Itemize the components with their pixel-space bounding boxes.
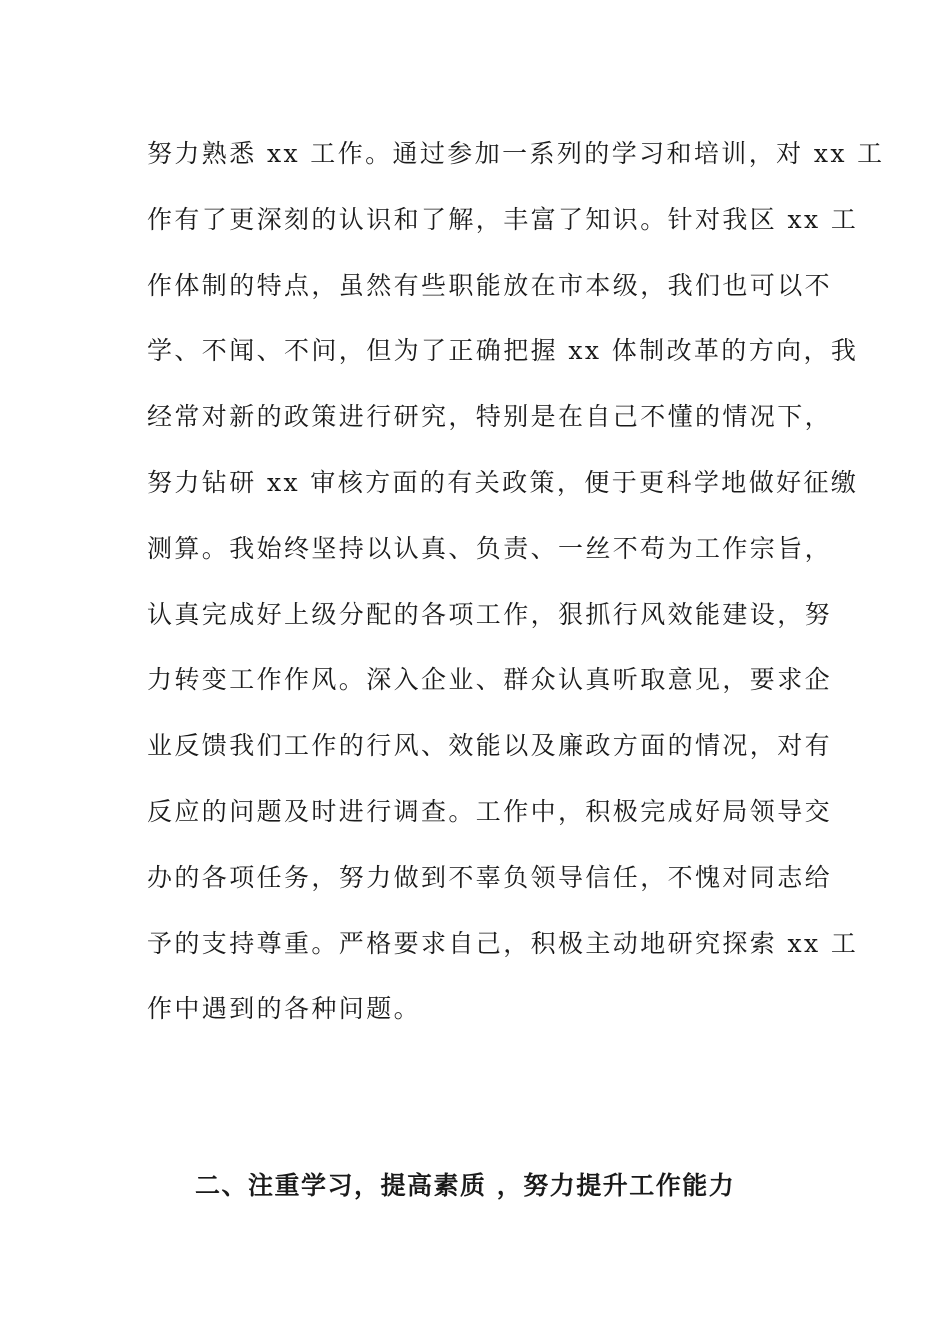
paragraph-line-last: 作中遇到的各种问题。 — [147, 994, 422, 1024]
section-heading: 二、注重学习，提高素质 ，努力提升工作能力 — [195, 1171, 736, 1200]
paragraph-line: 经常对新的政策进行研究，特别是在自己不懂的情况下， — [147, 402, 833, 432]
body-paragraph — [147, 134, 885, 1055]
paragraph-line: 学、不闻、不问，但为了正确把握 xx 体制改革的方向，我 — [147, 336, 859, 366]
paragraph-line: 反应的问题及时进行调查。工作中，积极完成好局领导交 — [147, 796, 833, 826]
paragraph-line: 予的支持尊重。严格要求自己，积极主动地研究探索 xx 工 — [147, 928, 859, 958]
paragraph-line: 努力钻研 xx 审核方面的有关政策，便于更科学地做好征缴 — [147, 467, 859, 497]
paragraph-line: 努力熟悉 xx 工作。通过参加一系列的学习和培训，对 xx 工 — [147, 139, 885, 168]
paragraph-line: 业反馈我们工作的行风、效能以及廉政方面的情况，对有 — [147, 731, 833, 761]
paragraph-line: 作体制的特点，虽然有些职能放在市本级，我们也可以不 — [147, 270, 833, 300]
paragraph-line: 力转变工作作风。深入企业、群众认真听取意见，要求企 — [147, 665, 833, 695]
paragraph-line: 测算。我始终坚持以认真、负责、一丝不苟为工作宗旨， — [147, 533, 833, 563]
paragraph-line: 作有了更深刻的认识和了解，丰富了知识。针对我区 xx 工 — [147, 204, 859, 234]
paragraph-line: 办的各项任务，努力做到不辜负领导信任，不愧对同志给 — [147, 862, 833, 892]
paragraph-line: 认真完成好上级分配的各项工作，狠抓行风效能建设，努 — [147, 599, 833, 629]
